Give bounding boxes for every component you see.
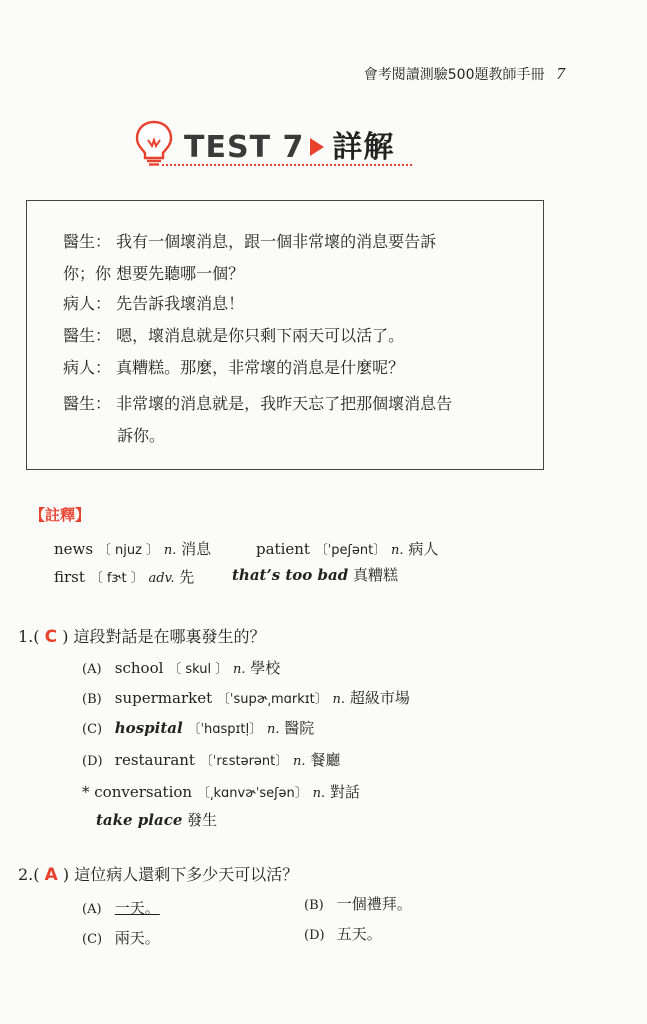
dialogue-line	[63, 391, 452, 414]
vocab-phrase: that’s too bad	[232, 566, 349, 584]
star-mark: *	[82, 783, 90, 801]
speaker: 病人：	[63, 358, 112, 377]
extra-meaning: 發生	[187, 811, 218, 829]
option-word: hospital	[114, 719, 183, 737]
vocab-ipa: 〔 fɝt 〕	[89, 571, 144, 586]
vocab-entry	[232, 564, 398, 585]
dialogue-text: 真糟糕。那麼，非常壞的消息是什麼呢？	[116, 358, 405, 377]
option	[82, 749, 340, 770]
page-title	[184, 122, 394, 166]
extra-phrase: take place	[96, 811, 183, 829]
option-ipa: 〔 skul 〕	[168, 662, 229, 677]
vocab-entry	[54, 538, 211, 559]
option-word: school	[114, 659, 164, 677]
option-meaning-correct: 一天。	[114, 899, 160, 917]
dialogue-text: 非常壞的消息就是，我昨天忘了把那個壞消息告	[116, 394, 453, 413]
option-meaning: 一個禮拜。	[336, 895, 412, 913]
option-pos: n.	[293, 754, 306, 769]
extra-vocab	[82, 781, 360, 802]
extra-word: conversation	[94, 783, 193, 801]
paren-open: (	[33, 865, 40, 884]
option-meaning: 學校	[250, 659, 281, 677]
vocab-word: patient	[256, 540, 310, 558]
option-label: (D)	[304, 928, 325, 943]
title-label: 詳解	[332, 130, 395, 165]
title-block	[132, 118, 432, 168]
vocab-pos: n.	[391, 543, 404, 558]
option-meaning: 醫院	[284, 719, 315, 737]
vocab-pos: adv.	[148, 571, 175, 586]
vocab-meaning: 先	[179, 568, 195, 586]
option	[82, 657, 280, 678]
option-meaning: 兩天。	[114, 929, 160, 947]
option-label: (B)	[304, 898, 324, 913]
vocab-entry	[54, 566, 194, 587]
dialogue-box	[26, 200, 544, 470]
option-pos: n.	[332, 692, 346, 707]
vocab-entry	[256, 538, 438, 559]
dialogue-text: 先告訴我壞消息！	[116, 294, 245, 313]
notes-label: 【註釋】	[30, 506, 91, 524]
dialogue-continuation: 訴你。	[117, 426, 166, 445]
question-stem: 這段對話是在哪裏發生的？	[73, 627, 266, 646]
extra-meaning: 對話	[329, 783, 360, 801]
paren-open: (	[33, 627, 40, 646]
option	[82, 717, 314, 738]
option	[304, 923, 382, 944]
option-word: supermarket	[114, 689, 213, 707]
option	[304, 893, 412, 914]
dialogue-line	[63, 229, 436, 252]
lightbulb-icon	[132, 118, 176, 166]
vocab-ipa: 〔 njuz 〕	[97, 543, 160, 558]
title-underline	[162, 164, 412, 166]
running-head	[364, 64, 565, 84]
option-label: (A)	[82, 662, 102, 677]
paren-close: )	[62, 627, 69, 646]
option-pos: n.	[233, 662, 246, 677]
option-word: restaurant	[114, 751, 195, 769]
option-label: (C)	[82, 932, 103, 947]
speaker: 你；你	[63, 264, 112, 283]
question-1	[18, 624, 266, 647]
extra-pos: n.	[312, 786, 326, 801]
answer-key: A	[44, 865, 58, 885]
speaker: 病人：	[63, 294, 112, 313]
vocab-meaning: 病人	[408, 540, 439, 558]
book-title: 會考閱讀測驗500題教師手冊	[363, 67, 545, 83]
vocab-ipa: 〔ˈpeʃənt〕	[314, 543, 387, 558]
option	[82, 897, 160, 918]
answer-key: C	[44, 627, 58, 647]
extra-vocab	[96, 809, 217, 830]
dialogue-text: 嗯，壞消息就是你只剩下兩天可以活了。	[116, 326, 405, 345]
option	[82, 687, 410, 708]
dialogue-line	[63, 323, 404, 346]
speaker: 醫生：	[63, 232, 112, 251]
vocab-meaning: 真糟糕	[353, 566, 399, 584]
speaker: 醫生：	[63, 326, 112, 345]
question-number: 1.	[18, 627, 34, 646]
option-meaning: 餐廳	[310, 751, 341, 769]
option-meaning: 五天。	[336, 925, 382, 943]
option-label: (D)	[82, 754, 103, 769]
extra-ipa: 〔͵kɑnvɚˈseʃən〕	[196, 786, 308, 801]
dialogue-line	[63, 291, 244, 314]
option-meaning: 超級市場	[349, 689, 410, 707]
vocab-word: news	[54, 540, 94, 558]
option-ipa: 〔ˈhɑspɪtḷ〕	[187, 722, 263, 737]
dialogue-text: 我有一個壞消息，跟一個非常壞的消息要告訴	[116, 232, 437, 251]
vocab-pos: n.	[163, 543, 177, 558]
dialogue-line	[63, 261, 244, 284]
vocab-word: first	[54, 568, 85, 586]
option-ipa: 〔ˈrɛstərənt〕	[199, 754, 289, 769]
dialogue-line	[63, 355, 404, 378]
question-number: 2.	[18, 865, 34, 884]
option-label: (A)	[82, 902, 102, 917]
question-2	[18, 862, 298, 885]
question-stem: 這位病人還剩下多少天可以活？	[74, 865, 299, 884]
option-label: (C)	[82, 722, 103, 737]
option-ipa: 〔ˈsupɚ͵mɑrkɪt〕	[216, 692, 328, 707]
vocab-meaning: 消息	[181, 540, 212, 558]
option	[82, 927, 160, 948]
page-number: 7	[556, 64, 565, 83]
triangle-arrow-icon	[310, 138, 324, 156]
test-label: TEST 7	[184, 130, 305, 165]
paren-close: )	[62, 865, 70, 884]
option-label: (B)	[82, 692, 102, 707]
option-pos: n.	[267, 722, 280, 737]
dialogue-text: 想要先聽哪一個？	[116, 264, 245, 283]
speaker: 醫生：	[63, 394, 112, 413]
